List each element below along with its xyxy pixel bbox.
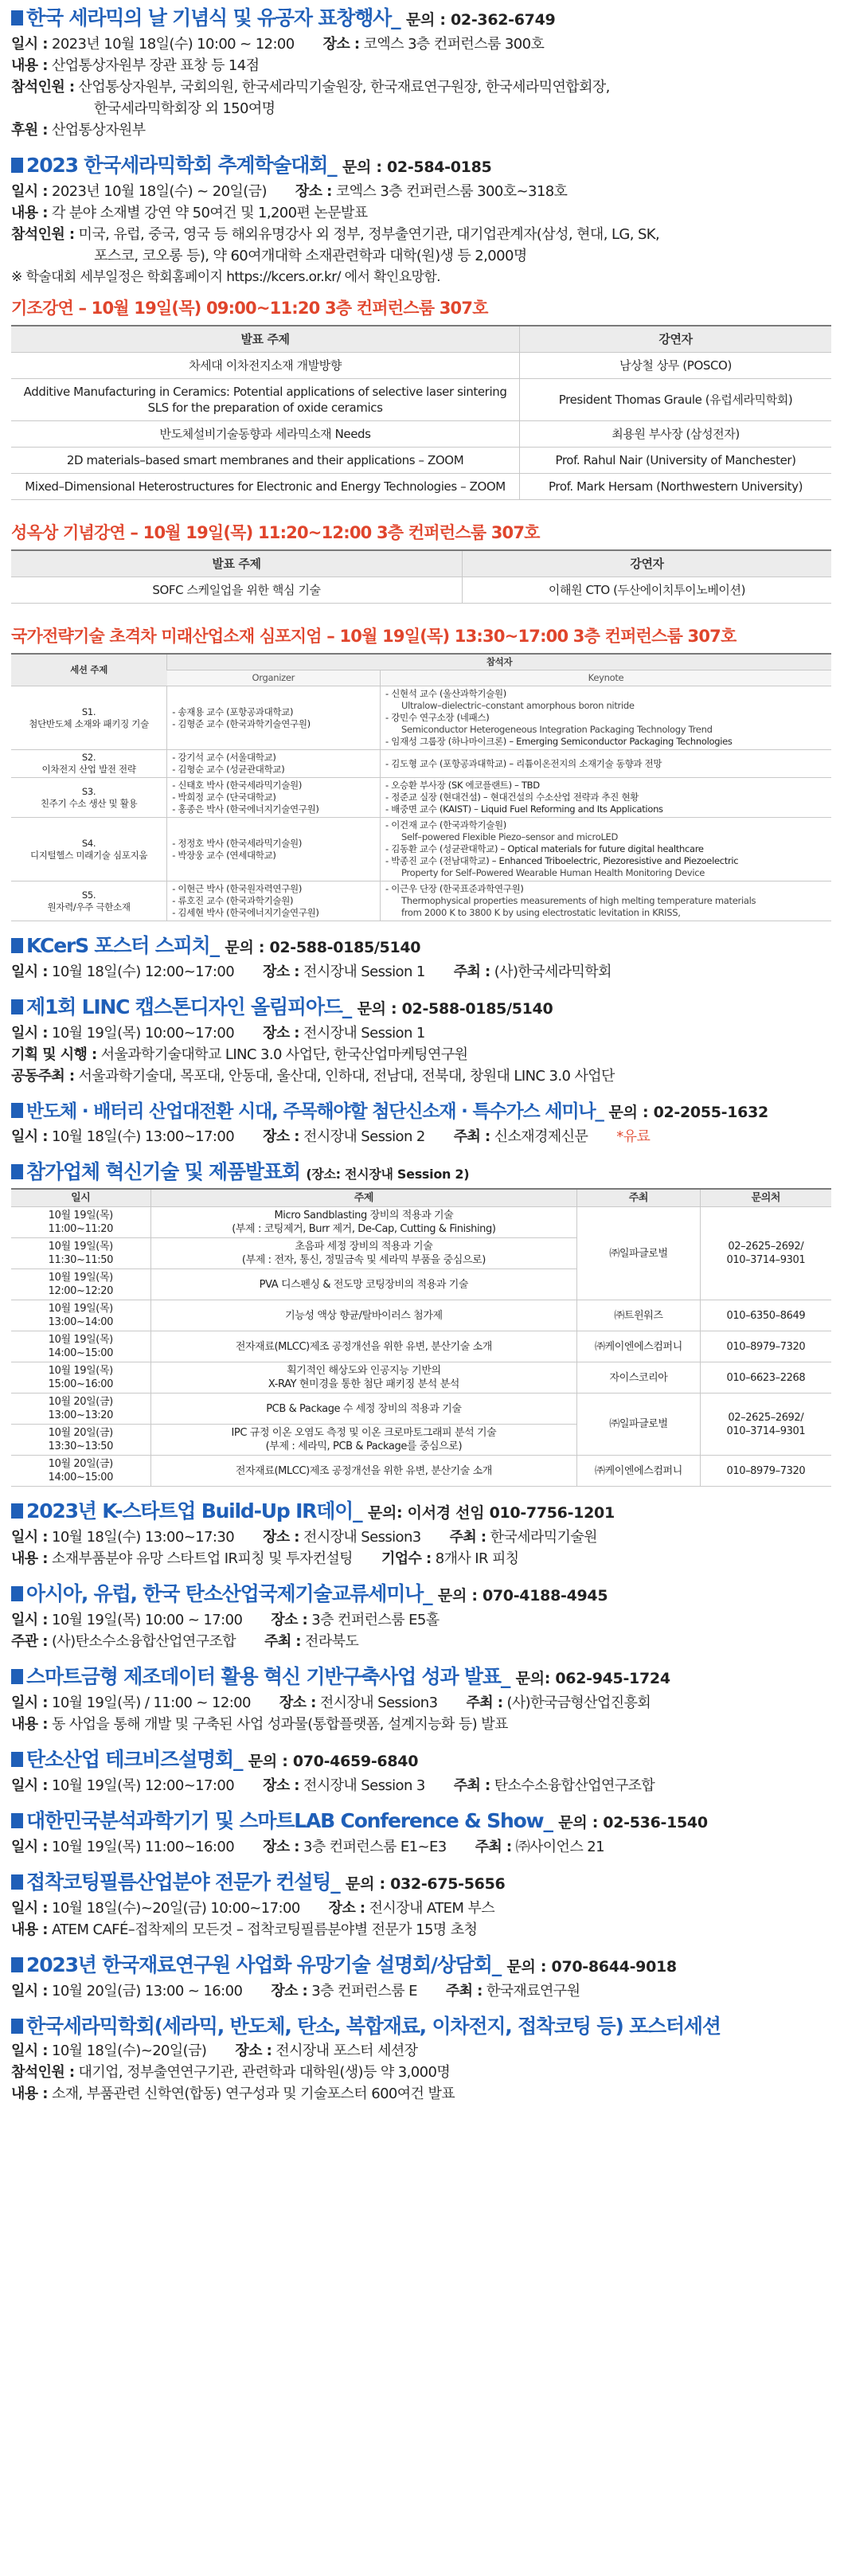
keynote-title: 기조강연 – 10월 19일(목) 09:00~11:20 3층 컨퍼런스룸 307호 (11, 299, 488, 318)
square-bullet-icon (11, 2019, 23, 2034)
contact-cell: 010–6350–8649 (700, 1300, 831, 1331)
table-row (11, 1300, 831, 1331)
keynote-item: Self–powered Flexible Piezo–sensor and microLED (401, 831, 619, 842)
section-title: 탄소산업 테크비즈설명회_ 문의 : 070-4659-6840 (11, 1746, 833, 1775)
section-adhesive-consulting (11, 1869, 833, 1941)
time-cell: 10월 20일(금) 13:00~13:20 (11, 1394, 150, 1425)
time-cell: 10월 19일(목) 12:00~12:20 (11, 1269, 150, 1300)
cohost-line: 공동주최 : 서울과학기술대, 목포대, 안동대, 울산대, 인하대, 전남대, 전북대, 창원대 LINC 3.0 사업단 (11, 1068, 615, 1085)
keynote-item: Semiconductor Heterogeneous Integration Packaging Technology Trend (401, 724, 713, 735)
section-k-startup (11, 1498, 833, 1569)
session-cell: S4. 디지털헬스 미래기술 심포지움 (11, 818, 167, 881)
section-techbiz (11, 1746, 833, 1796)
paid-badge: *유료 (616, 1128, 651, 1145)
date-line: 일시 : 10월 19일(목) / 11:00 ~ 12:00 장소 : 전시장내 Session3 주최 : (사)한국금형산업진흥회 (11, 1695, 651, 1711)
date-line: 일시 : 10월 19일(목) 10:00~17:00 장소 : 전시장내 Session 1 (11, 1025, 425, 1042)
table-row (11, 686, 831, 750)
table-row (11, 881, 831, 921)
keynote-item: - 임재성 그룹장 (하나마이크론) – Emerging Semiconductor Packaging Technologies (393, 736, 828, 748)
presentation-table: 일시 주제 주최 문의처 10월 19일(목) 11:00~11:20 Micro Sandblasting 장비의 적용과 기술 (부제 : 코팅제거, Burr 제거, De-Cap, Cutting & Finishing) ㈜일파글로벌 02–2625–2692/ 010–3714–9301 10월 19일(목) 11:30~11:50 초음파 세정 장비의 적용과 기술 (부제 : 전자, 통신, 정밀금속 및 세라믹 부품을 중심으로) 10월 19일(목) 12:00~12:20 PVA 디스펜싱 & 전도망 코팅장비의 적용과 기술 10월 19일(목) 13:00~14:00 기능성 액상 향균/탈바이러스 첨가제 ㈜트윈워즈 010–6350–8649 10월 19일(목) 14:00~15:00 전자재료(MLCC)제조 공정개선을 위한 유변, 분산기술 소개 ㈜케이엔에스컴퍼니 010–8979–7320 10월 19일(목) 15:00~16:00 획기적인 해상도와 인공지능 기반의 X-RAY 현미경을 통한 첨단 패키징 분석 분석 자이스코리아 010–6623–2268 10월 20일(금) 13:00~13:20 PCB & Package 수 세정 장비의 적용과 기술 ㈜일파글로벌 02–2625–2692/ 010–3714–9301 10월 20일(금) 13:30~13:50 IPC 규정 이온 오염도 측정 및 이온 크로마토그래피 분석 기술 (부제 : 세라믹, PCB & Package를 중심으로) 10월 20일(금) 14:00~15:00 전자재료(MLCC)제조 공정개선을 위한 유변, 분산기술 소개 ㈜케이엔에스컴퍼니 010–8979–7320 (11, 1188, 831, 1487)
symposium-table: 세션 주제 참석자 Organizer Keynote S1. 첨단반도체 소재와 패키징 기술 - 송재용 교수 (포항공과대학교) - 김형준 교수 (한국과학기술연구원) - 신현석 교수 (울산과학기술원) Ultralow–dielectric–constant amorphous boron nitride - 강민수 연구소장 (네패스) Semiconductor Heterogeneous Integration Packaging Technology Trend - 임재성 그룹장 (하나마이크론) – Emerging Semiconductor Packaging Technologies S2. 이차전지 산업 발전 전략 - 강기석 교수 (서울대학교) - 김형순 교수 (성균관대학교) - 김도형 교수 (포항공과대학교) – 리튬이온전지의 소재기술 동향과 전망 S3. 친주기 수소 생산 및 활용 - 신태호 박사 (한국세라믹기술원) - 박희정 교수 (단국대학교) - 홍종은 박사 (한국에너지기술연구원) - 오승환 부사장 (SK 에코플랜트) – TBD - 정준교 실장 (현대건설) – 현대건설의 수소산업 전략과 추진 현황 - 배중면 교수 (KAIST) – Liquid Fuel Reforming and Its Applications S4. 디지털헬스 미래기술 심포지움 - 정정호 박사 (한국세라믹기술원) - 박장웅 교수 (연세대학교) - 이건재 교수 (한국과학기술원) Self–powered Flexible Piezo–sensor and microLED - 김동환 교수 (성균관대학교) – Optical materials for future digital healthcare - 박종진 교수 (전남대학교) – Enhanced Triboelectric, Piezoresistive and Piezoelectric Property for Self–Powered Wearable Human Health Monitoring Device S5. 원자력/우주 극한소재 - 이현근 박사 (한국원자력연구원) - 류호진 교수 (한국과학기술원) - 김세현 박사 (한국에너지기술연구원) - 이근우 단장 (한국표준과학연구원) Thermophysical properties measurements of high melting temperature materials from 2000 K to 3800 K by using electrostatic levitation in KRISS, (11, 653, 831, 921)
symposium-title: 국가전략기술 초격차 미래산업소재 심포지엄 – 10월 19일(목) 13:30~17:00 3층 컨퍼런스룸 307호 (11, 627, 737, 646)
host-cell: ㈜일파글로벌 (577, 1394, 701, 1456)
contact-cell: 010–6623–2268 (700, 1362, 831, 1394)
section-title: 2023년 K-스타트업 Build-Up IR데이_ 문의: 이서경 선임 010-7756-1201 (11, 1498, 833, 1526)
table-row (11, 1207, 831, 1238)
host-cell: ㈜일파글로벌 (577, 1207, 701, 1300)
table-row (11, 750, 831, 778)
content-line: 내용 : 산업통상자원부 장관 표창 등 14점 (11, 57, 260, 74)
table-row (11, 1362, 831, 1394)
organizer-item: - 류호진 교수 (한국과학기술원) (180, 895, 377, 907)
table-row: Mixed–Dimensional Heterostructures for Electronic and Energy Technologies – ZOOM Prof. Mark Hersam (Northwestern University) (11, 474, 831, 500)
date-line: 일시 : 10월 19일(목) 11:00~16:00 장소 : 3층 컨퍼런스룸 E1~E3 주최 : ㈜사이언스 21 (11, 1839, 604, 1855)
organizer-item: - 박장웅 교수 (연세대학교) (180, 850, 377, 862)
date-line: 일시 : 10월 19일(목) 10:00 ~ 17:00 장소 : 3층 컨퍼런스룸 E5홀 (11, 1612, 440, 1628)
note-line: ※ 학술대회 세부일정은 학회홈페이지 https://kcers.or.kr/ 에서 확인요망함. (11, 269, 440, 285)
content-line: 내용 : ATEM CAFÉ–접착제의 모든것 – 접착코팅필름분야별 전문가 15명 초청 (11, 1921, 478, 1938)
date-line: 일시 : 10월 18일(수) 13:00~17:00 장소 : 전시장내 Session 2 주최 : 신소재경제신문 *유료 (11, 1128, 651, 1145)
organizer-item: - 김형순 교수 (성균관대학교) (180, 764, 377, 776)
square-bullet-icon (11, 1586, 23, 1601)
keynote-cell (380, 778, 831, 818)
section-semiconductor-seminar (11, 1098, 833, 1147)
section-title: 제1회 LINC 캡스톤디자인 올림피아드_ 문의 : 02-588-0185/5140 (11, 994, 833, 1022)
organizer-cell (167, 686, 381, 750)
square-bullet-icon (11, 999, 23, 1014)
square-bullet-icon (11, 1103, 23, 1118)
section-smartlab (11, 1808, 833, 1858)
organizer-item: - 홍종은 박사 (한국에너지기술연구원) (180, 803, 377, 815)
attend-line: 참석인원 : 대기업, 정부출연연구기관, 관련학과 대학원(생)등 약 3,000명 (11, 2064, 451, 2081)
attend-line: 참석인원 : 미국, 유럽, 중국, 영국 등 해외유명강사 외 정부, 정부출연기관, 대기업관계자(삼성, 현대, LG, SK, (11, 226, 660, 243)
contact-cell: 010–8979–7320 (700, 1331, 831, 1362)
plan-line: 기획 및 시행 : 서울과학기술대학교 LINC 3.0 사업단, 한국산업마케팅연구원 (11, 1046, 468, 1063)
section-title: 접착코팅필름산업분야 전문가 컨설팅_ 문의 : 032-675-5656 (11, 1869, 833, 1898)
keynote-item: - 이건재 교수 (한국과학기술원) (393, 819, 828, 831)
table-row (11, 1456, 831, 1487)
topic-cell: PVA 디스펜싱 & 전도망 코팅장비의 적용과 기술 (150, 1269, 577, 1300)
award-table: 발표 주제 강연자 SOFC 스케일업을 위한 핵심 기술 이해원 CTO (두산에이치투이노베이션) (11, 549, 831, 604)
table-row (11, 778, 831, 818)
section-poster-speech (11, 932, 833, 983)
keynote-table: 발표 주제 강연자 차세대 이차전지소재 개발방향 남상철 상무 (POSCO) Additive Manufacturing in Ceramics: Potential applications of selective laser sintering SLS for the preparation of oxide ceramics President Thomas Graule (유럽세라믹학회) 반도체설비기술동향과 세라믹소재 Needs 최용원 부사장 (삼성전자) 2D materials–based smart membranes and their applications – ZOOM Prof. Rahul Nair (University of Manchester) Mixed–Dimensional Heterostructures for Electronic and Energy Technologies – ZOOM Prof. Mark Hersam (Northwestern University) (11, 325, 831, 500)
square-bullet-icon (11, 1164, 23, 1179)
organizer-cell (167, 778, 381, 818)
table-row (11, 1331, 831, 1362)
contact-cell: 010–8979–7320 (700, 1456, 831, 1487)
section-product-presentation (11, 1159, 833, 1487)
section-title: 아시아, 유럽, 한국 탄소산업국제기술교류세미나_ 문의 : 070-4188-4945 (11, 1581, 833, 1609)
section-title: 대한민국분석과학기기 및 스마트LAB Conference & Show_ 문의 : 02-536-1540 (11, 1808, 833, 1836)
time-cell: 10월 19일(목) 11:00~11:20 (11, 1207, 150, 1238)
date-line: 일시 : 10월 18일(수) 13:00~17:30 장소 : 전시장내 Session3 주최 : 한국세라믹기술원 (11, 1529, 597, 1546)
inquiry: 문의 : 02-362-6749 (405, 11, 556, 29)
host-cell: ㈜케이엔에스컴퍼니 (577, 1331, 701, 1362)
time-cell: 10월 20일(금) 13:30~13:50 (11, 1425, 150, 1456)
table-row: 2D materials–based smart membranes and their applications – ZOOM Prof. Rahul Nair (University of Manchester) (11, 448, 831, 474)
organizer-item: - 신태호 박사 (한국세라믹기술원) (180, 780, 377, 792)
date-line: 일시 : 10월 18일(수)~20일(금) 장소 : 전시장내 포스터 세션장 (11, 2042, 418, 2059)
host-cell: 자이스코리아 (577, 1362, 701, 1394)
organizer-item: - 김세현 박사 (한국에너지기술연구원) (180, 907, 377, 919)
org-line: 주관 : (사)탄소수소융합산업연구조합 주최 : 전라북도 (11, 1633, 359, 1650)
keynote-cell (380, 686, 831, 750)
square-bullet-icon (11, 1503, 23, 1519)
square-bullet-icon (11, 938, 23, 953)
table-row (11, 818, 831, 881)
organizer-item: - 김형준 교수 (한국과학기술연구원) (180, 718, 377, 730)
keynote-item: - 배중면 교수 (KAIST) – Liquid Fuel Reforming and Its Applications (393, 803, 828, 815)
date-line: 일시 : 2023년 10월 18일(수) ~ 20일(금) 장소 : 코엑스 3층 컨퍼런스룸 300호~318호 (11, 183, 568, 200)
square-bullet-icon (11, 10, 23, 25)
section-ceramic-day (11, 5, 833, 141)
keynote-item: - 김동환 교수 (성균관대학교) – Optical materials for future digital healthcare (393, 843, 828, 855)
keynote-cell (380, 818, 831, 881)
section-title: 2023 한국세라믹학회 추계학술대회_ 문의 : 02-584-0185 (11, 152, 833, 181)
host-cell: ㈜트윈워즈 (577, 1300, 701, 1331)
square-bullet-icon (11, 1957, 23, 1972)
table-row (11, 1394, 831, 1425)
section-poster-session (11, 2013, 833, 2105)
session-cell: S3. 친주기 수소 생산 및 활용 (11, 778, 167, 818)
organizer-cell (167, 818, 381, 881)
time-cell: 10월 20일(금) 14:00~15:00 (11, 1456, 150, 1487)
time-cell: 10월 19일(목) 11:30~11:50 (11, 1238, 150, 1269)
topic-cell: 초음파 세정 장비의 적용과 기술 (부제 : 전자, 통신, 정밀금속 및 세라믹 부품을 중심으로) (150, 1238, 577, 1269)
section-title: 반도체 · 배터리 산업대전환 시대, 주목해야할 첨단신소재 · 특수가스 세미나_ 문의 : 02-2055-1632 (11, 1098, 833, 1126)
keynote-cell (380, 881, 831, 921)
table-row: 반도체설비기술동향과 세라믹소재 Needs 최용원 부사장 (삼성전자) (11, 421, 831, 448)
content-line: 내용 : 소재부품분야 유망 스타트업 IR피칭 및 투자컨설팅 기업수 : 8개사 IR 피칭 (11, 1550, 519, 1567)
section-kims-briefing (11, 1952, 833, 2002)
table-row: 차세대 이차전지소재 개발방향 남상철 상무 (POSCO) (11, 353, 831, 379)
contact-cell: 02–2625–2692/ 010–3714–9301 (700, 1394, 831, 1456)
topic-cell: 기능성 액상 향균/탈바이러스 첨가제 (150, 1300, 577, 1331)
square-bullet-icon (11, 1752, 23, 1767)
keynote-item: - 이근우 단장 (한국표준과학연구원) (393, 883, 828, 895)
content-line: 내용 : 동 사업을 통해 개발 및 구축된 사업 성과물(통합플랫폼, 설계지능화 등) 발표 (11, 1716, 508, 1733)
time-cell: 10월 19일(목) 13:00~14:00 (11, 1300, 150, 1331)
keynote-item: Ultralow–dielectric–constant amorphous boron nitride (401, 700, 635, 711)
session-cell: S2. 이차전지 산업 발전 전략 (11, 750, 167, 778)
topic-cell: IPC 규정 이온 오염도 측정 및 이온 크로마토그래피 분석 기술 (부제 : 세라믹, PCB & Package를 중심으로) (150, 1425, 577, 1456)
date-line: 일시 : 2023년 10월 18일(수) 10:00 ~ 12:00 장소 : 코엑스 3층 컨퍼런스룸 300호 (11, 36, 545, 53)
section-title: 한국세라믹학회(세라믹, 반도체, 탄소, 복합재료, 이차전지, 접착코팅 등) 포스터세션 (11, 2013, 833, 2040)
section-carbon-seminar (11, 1581, 833, 1652)
organizer-item: - 이현근 박사 (한국원자력연구원) (180, 883, 377, 895)
section-conference (11, 152, 833, 921)
organizer-item: - 강기석 교수 (서울대학교) (180, 752, 377, 764)
table-row: SOFC 스케일업을 위한 핵심 기술 이해원 CTO (두산에이치투이노베이션) (11, 577, 831, 604)
square-bullet-icon (11, 1813, 23, 1828)
section-title: 2023년 한국재료연구원 사업화 유망기술 설명회/상담회_ 문의 : 070-8644-9018 (11, 1952, 833, 1980)
section-title: 한국 세라믹의 날 기념식 및 유공자 표창행사_ 문의 : 02-362-6749 (11, 5, 833, 33)
attend-line: 참석인원 : 산업통상자원부, 국회의원, 한국세라믹기술원장, 한국재료연구원장, 한국세라믹연합회장, (11, 79, 610, 96)
date-line: 일시 : 10월 18일(수)~20일(금) 10:00~17:00 장소 : 전시장내 ATEM 부스 (11, 1900, 495, 1917)
award-title: 성옥상 기념강연 – 10월 19일(목) 11:20~12:00 3층 컨퍼런스룸 307호 (11, 523, 540, 542)
keynote-item: - 정준교 실장 (현대건설) – 현대건설의 수소산업 전략과 추진 현황 (393, 792, 828, 803)
organizer-item: - 박희정 교수 (단국대학교) (180, 792, 377, 803)
content-line: 내용 : 소재, 부품관련 신학연(합동) 연구성과 및 기술포스터 600여건 발표 (11, 2085, 455, 2102)
square-bullet-icon (11, 1874, 23, 1890)
topic-cell: 전자재료(MLCC)제조 공정개선을 위한 유변, 분산기술 소개 (150, 1456, 577, 1487)
organizer-cell (167, 881, 381, 921)
keynote-item: - 박종진 교수 (전남대학교) – Enhanced Triboelectric, Piezoresistive and Piezoelectric (393, 855, 828, 867)
attend-line-2: 포스코, 코오롱 등), 약 60여개대학 소재관련학과 대학(원)생 등 2,000명 (94, 248, 527, 264)
keynote-cell (380, 750, 831, 778)
keynote-item: from 2000 K to 3800 K by using electrostatic levitation in KRISS, (401, 907, 681, 918)
square-bullet-icon (11, 158, 23, 173)
content-line: 내용 : 각 분야 소재별 강연 약 50여건 및 1,200편 논문발표 (11, 205, 368, 221)
date-line: 일시 : 10월 18일(수) 12:00~17:00 장소 : 전시장내 Session 1 주최 : (사)한국세라믹학회 (11, 964, 612, 980)
organizer-item: - 송재용 교수 (포항공과대학교) (180, 706, 377, 718)
topic-cell: 획기적인 해상도와 인공지능 기반의 X-RAY 현미경을 통한 첨단 패키징 분석 분석 (150, 1362, 577, 1394)
host-cell: ㈜케이엔에스컴퍼니 (577, 1456, 701, 1487)
topic-cell: 전자재료(MLCC)제조 공정개선을 위한 유변, 분산기술 소개 (150, 1331, 577, 1362)
topic-cell: Micro Sandblasting 장비의 적용과 기술 (부제 : 코팅제거, Burr 제거, De-Cap, Cutting & Finishing) (150, 1207, 577, 1238)
title-text: 한국 세라믹의 날 기념식 및 유공자 표창행사 (26, 6, 392, 29)
keynote-item: - 신현석 교수 (울산과학기술원) (393, 688, 828, 700)
date-line: 일시 : 10월 19일(목) 12:00~17:00 장소 : 전시장내 Session 3 주최 : 탄소수소융합산업연구조합 (11, 1777, 655, 1794)
session-cell: S1. 첨단반도체 소재와 패키징 기술 (11, 686, 167, 750)
topic-cell: PCB & Package 수 세정 장비의 적용과 기술 (150, 1394, 577, 1425)
organizer-item: - 정정호 박사 (한국세라믹기술원) (180, 838, 377, 850)
table-row: Additive Manufacturing in Ceramics: Potential applications of selective laser sintering SLS for the preparation of oxide ceramics President Thomas Graule (유럽세라믹학회) (11, 379, 831, 421)
keynote-item: Property for Self–Powered Wearable Human Health Monitoring Device (401, 867, 705, 878)
organizer-cell (167, 750, 381, 778)
session-cell: S5. 원자력/우주 극한소재 (11, 881, 167, 921)
section-title: 참가업체 혁신기술 및 제품발표회 (장소: 전시장내 Session 2) (11, 1159, 833, 1188)
section-title: 스마트금형 제조데이터 활용 혁신 기반구축사업 성과 발표_ 문의: 062-945-1724 (11, 1663, 833, 1692)
section-linc (11, 994, 833, 1087)
contact-cell: 02–2625–2692/ 010–3714–9301 (700, 1207, 831, 1300)
keynote-item: - 오승환 부사장 (SK 에코플랜트) – TBD (393, 780, 828, 792)
keynote-item: - 김도형 교수 (포항공과대학교) – 리튬이온전지의 소재기술 동향과 전망 (393, 758, 828, 770)
date-line: 일시 : 10월 20일(금) 13:00 ~ 16:00 장소 : 3층 컨퍼런스룸 E 주최 : 한국재료연구원 (11, 1983, 580, 1999)
time-cell: 10월 19일(목) 15:00~16:00 (11, 1362, 150, 1394)
keynote-item: - 강민수 연구소장 (네패스) (393, 712, 828, 724)
keynote-item: Thermophysical properties measurements of high melting temperature materials (401, 895, 756, 906)
time-cell: 10월 19일(목) 14:00~15:00 (11, 1331, 150, 1362)
section-title: KCerS 포스터 스피치_ 문의 : 02-588-0185/5140 (11, 932, 833, 961)
square-bullet-icon (11, 1669, 23, 1684)
section-smart-mold (11, 1663, 833, 1735)
sponsor-line: 후원 : 산업통상자원부 (11, 122, 146, 139)
attend-line-2: 한국세라믹학회장 외 150여명 (94, 100, 275, 117)
